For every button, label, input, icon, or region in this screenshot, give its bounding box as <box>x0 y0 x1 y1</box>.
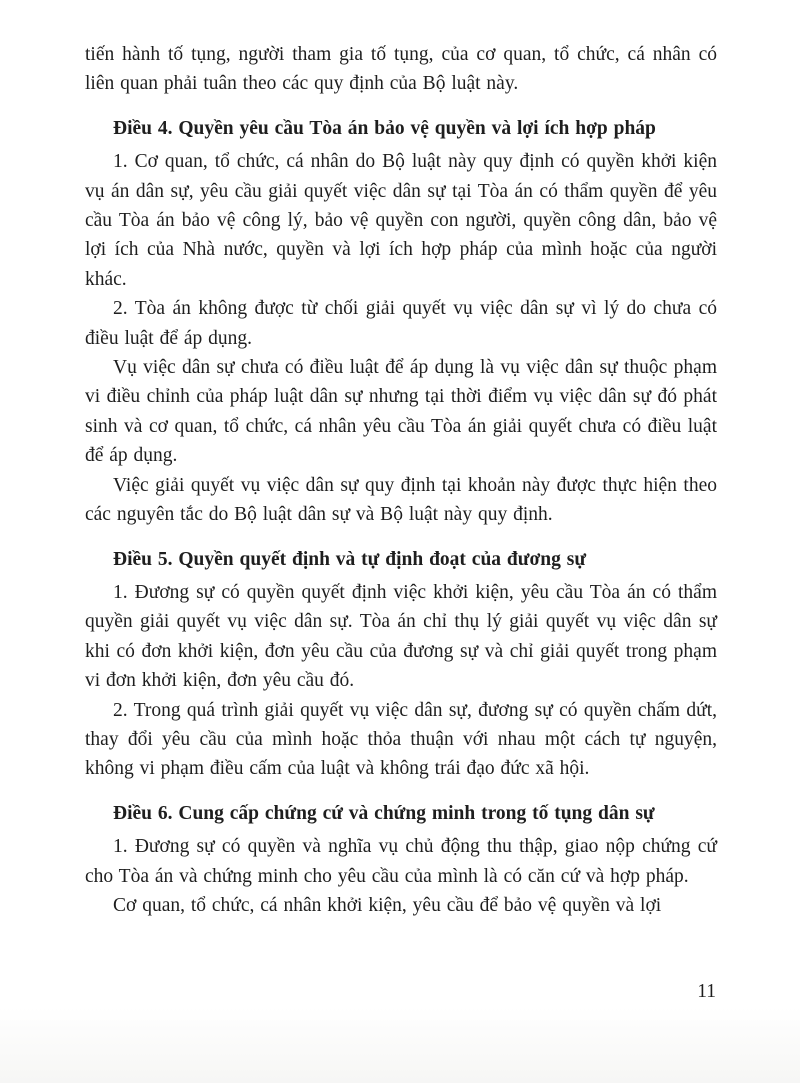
page-number: 11 <box>697 981 716 1002</box>
paragraph: Vụ việc dân sự chưa có điều luật để áp dụng là vụ việc dân sự thuộc phạm vi điều chỉnh của pháp luật dân sự nhưng tại thời điểm vụ việc dân sự đó phát sinh và cơ quan, tổ chức, cá nhân yêu cầu Tòa án giải quyết chưa có điều luật để áp dụng. <box>85 357 717 467</box>
paragraph: 2. Tòa án không được từ chối giải quyết vụ việc dân sự vì lý do chưa có điều luật để áp dụng. <box>85 298 717 349</box>
paragraph: Cơ quan, tổ chức, cá nhân khởi kiện, yêu cầu để bảo vệ quyền và lợi <box>113 894 662 916</box>
paragraph: tiến hành tố tụng, người tham gia tố tụng, của cơ quan, tổ chức, cá nhân có liên quan phải tuân theo các quy định của Bộ luật này. <box>85 44 717 95</box>
paragraph: 1. Cơ quan, tổ chức, cá nhân do Bộ luật này quy định có quyền khởi kiện vụ án dân sự, yêu cầu giải quyết việc dân sự tại Tòa án có thẩm quyền để yêu cầu Tòa án bảo vệ công lý, bảo vệ quyền con người, quyền công dân, bảo vệ lợi ích của Nhà nước, quyền và lợi ích hợp pháp của mình hoặc của người khác. <box>85 151 717 290</box>
paragraph: 1. Đương sự có quyền và nghĩa vụ chủ động thu thập, giao nộp chứng cứ cho Tòa án và chứng minh cho yêu cầu của mình là có căn cứ và hợp pháp. <box>85 836 717 887</box>
text-column <box>85 40 717 920</box>
paragraph: Việc giải quyết vụ việc dân sự quy định tại khoản này được thực hiện theo các nguyên tắc do Bộ luật dân sự và Bộ luật này quy định. <box>85 474 717 526</box>
article-heading: Điều 5. Quyền quyết định và tự định đoạt của đương sự <box>113 548 587 570</box>
paragraph: 1. Đương sự có quyền quyết định việc khởi kiện, yêu cầu Tòa án có thẩm quyền giải quyết vụ việc dân sự. Tòa án chỉ thụ lý giải quyết vụ việc dân sự khi có đơn khởi kiện, đơn yêu cầu của đương sự và chỉ giải quyết trong phạm vi đơn khởi kiện, đơn yêu cầu đó. <box>85 581 717 692</box>
article-heading: Điều 6. Cung cấp chứng cứ và chứng minh trong tố tụng dân sự <box>113 802 655 824</box>
article-heading: Điều 4. Quyền yêu cầu Tòa án bảo vệ quyền và lợi ích hợp pháp <box>113 117 656 139</box>
paragraph: 2. Trong quá trình giải quyết vụ việc dân sự, đương sự có quyền chấm dứt, thay đổi yêu cầu của mình hoặc thỏa thuận với nhau một cách tự nguyện, không vi phạm điều cấm của luật và không trái đạo đức xã hội. <box>85 699 717 780</box>
